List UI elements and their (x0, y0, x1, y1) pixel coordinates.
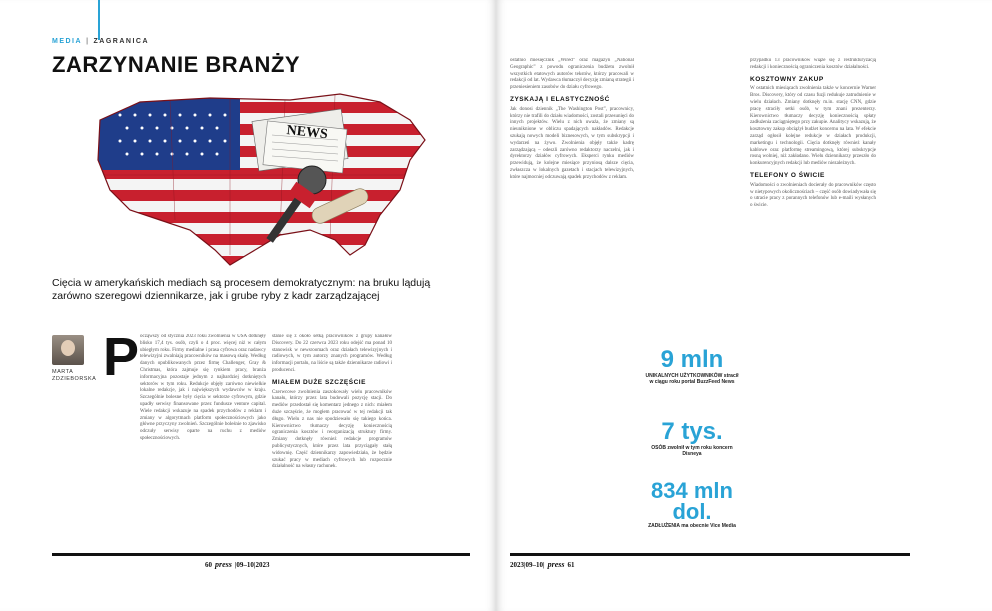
left-folio-page: 60 (205, 561, 212, 569)
right-folio-issue: 2023|09–10| (510, 561, 545, 569)
section-label (52, 38, 149, 45)
article-lead: Cięcia w amerykańskich mediach są procesem demokratycznym: na bruku lądują zarówno szeregowi dziennikarze, jak i grube ryby z kadr zarządzającej (52, 277, 431, 302)
left-col1-text: ocząwszy od stycznia 2023 roku zwolnienia w USA dotknęły blisko 17,4 tys. osób, czyli o 4 proc. więcej niż w całym ubiegłym roku. Firmy medialne i prasa cyfrowa oraz nadawcy telewizyjni zwalniają pracowników na masową skalę. Według danych opublikowanych przez firmę Challenger, Gray & Christmas, która zajmuje się rynkiem pracy, branża informacyjna pozostaje jednym z najbardziej dotkniętych sektorów w tym roku. Redukcje objęły zarówno niewielkie lokalne redakcje, jak i największych wydawców w kraju. Szczególnie bolesne były cięcia w sektorze cyfrowym, gdzie upadły serwisy finansowane przez fundusze venture capital. Wiele redakcji wskazuje na spadek przychodów z reklam i zmiany w algorytmach platform społecznościowych jako główne przyczyny zwolnień. Szczególnie boleśnie to zjawisko odczuły serwisy oparte na ruchu z mediów społecznościowych. (140, 334, 266, 441)
section-name: MEDIA (52, 38, 83, 45)
left-folio-bar (52, 553, 470, 556)
right-page (496, 0, 992, 611)
right-column-2 (750, 58, 876, 548)
stat-vice (644, 480, 740, 530)
right-col2-body: W ostatnich miesiącach zwolnienia także w koncernie Warner Bros. Discovery, który od czasu fuzji redukuje zatrudnienie w wielu działach. Zmiany dotknęły m.in. stację CNN, gdzie pracę straciły setki osób, w tym znani prezenterzy. Kierownictwo tłumaczy decyzję koniecznością spłaty zadłużenia zaciągniętego przy zakupie. Analitycy wskazują, że kosztowny zakup obciążył budżet koncernu na lata. W efekcie zarząd ogłosił kolejne redukcje w działach produkcji, marketingu i technologii. Cięcia dotknęły również kanały kablowe oraz platformę streamingową, której subskrypcje rosną wolniej, niż zakładano. Wielu dziennikarzy przeszło do konkurencyjnych redakcji lub mediów niezależnych. (750, 86, 876, 167)
left-col2-intro: stanie się z około setką pracowników z grupy kanałów Discovery. Do 22 czerwca 2023 roku odejść ma ponad 10 stanowisk w newsroomach oraz działach telewizyjnych i radiowych, w tym autorzy znanych programów. Według informacji portalu, na liście są także dziennikarze radiowi i producenci. (272, 334, 392, 373)
right-col2-body-2: Wiadomości o zwolnieniach docierały do pracowników często w nietypowych okolicznościach – część osób dowiadywała się o utracie pracy z porannych telefonów lub e-maili wysłanych o świcie. (750, 182, 876, 209)
right-folio (510, 560, 574, 569)
right-column-1 (510, 58, 634, 548)
stat-disney-number: 7 tys. (661, 418, 723, 445)
stat-buzzfeed (644, 348, 740, 386)
left-folio-brand: press (215, 560, 232, 569)
right-col1-intro: ostatnio miesięcznik „Wired” oraz magazyn „National Geographic” z powodu ograniczenia budżetu zwolnił wszystkich etatowych autorów tekstów, którzy pracowali w redakcji od lat. Wydawca tłumaczył decyzję zmianą strategii i przeniesieniem zasobów do działu cyfrowego. (510, 58, 634, 91)
stat-disney-label: OSÓB zwolnił w tym roku koncern Disneya (651, 445, 733, 457)
right-folio-bar (510, 553, 910, 556)
left-folio (205, 560, 269, 569)
drop-cap: P (103, 327, 140, 387)
right-col1-body: Jak donosi dziennik „The Washington Post”, pracownicy, którzy nie trafili do działu wiadomości, zostali przesunięci do innych projektów. Wielu z nich uważa, że zmiany są nieuniknione w obliczu spadających nakładów. Redakcje szukają nowych modeli biznesowych, w tym subskrypcji i wydarzeń na żywo. Zwolnienia objęły także kadrę zarządzającą – odeszli zarówno redaktorzy naczelni, jak i dyrektorzy działów cyfrowych. Eksperci rynku mediów przewidują, że kolejne miesiące przyniosą dalsze cięcia, zwłaszcza w lokalnych gazetach i stacjach telewizyjnych, które najmocniej odczuwają spadek przychodów z reklam. (510, 106, 634, 180)
left-column-1 (140, 334, 266, 550)
right-col1-subhead: ZYSKAJĄ I ELASTYCZNOŚĆ (510, 95, 610, 103)
right-col2-intro: przypadku 13 pracowników wiąże się z restrukturyzacją redakcji i koniecznością ograniczenia kosztów działalności. (750, 58, 876, 70)
right-folio-brand: press (547, 560, 565, 569)
flag-map-svg (80, 80, 440, 280)
right-col2-subhead: KOSZTOWNY ZAKUP (750, 75, 824, 83)
stat-disney (644, 420, 740, 458)
stat-buzzfeed-label: UNIKALNYCH UŻYTKOWNIKÓW stracił w ciągu roku portal BuzzFeed News (645, 373, 739, 385)
author-first-name: MARTA (52, 369, 74, 375)
stat-vice-label: ZADŁUŻENIA ma obecnie Vice Media (648, 523, 736, 529)
usa-flag-map-illustration (80, 80, 440, 280)
right-folio-page: 61 (567, 561, 575, 569)
right-col2-subhead-2: TELEFONY O ŚWICIE (750, 171, 825, 179)
left-col2-body: Czerwcowe zwolnienia zaszokowały wielu pracowników kanału, którzy przez lata budowali pozycję stacji. Do mediów przedostał się komentarz jednego z nich: miałem duże szczęście, że mogłem pracować w tej redakcji tak długo. Wielu z nas nie spodziewało się takiego końca. Kierownictwo tłumaczy decyzję koniecznością ograniczenia kosztów i reorganizacją struktury firmy. Zmiany dotknęły również redakcje programów publicystycznych, które przez lata przyciągały stałą widownię. Część dziennikarzy zapowiedziała, że będzie szukać pracy w mediach cyfrowych lub rozpocznie działalność na własny rachunek. (272, 389, 392, 470)
top-accent-line (98, 0, 100, 40)
left-col2-subhead: MIAŁEM DUŻE SZCZĘŚCIE (272, 378, 366, 386)
author-avatar (52, 335, 84, 365)
news-paper-label: NEWS (285, 123, 329, 143)
stat-vice-number: 834 mln dol. (651, 478, 733, 524)
left-column-2 (272, 334, 392, 550)
section-separator: | (86, 38, 90, 45)
author-box (52, 335, 97, 383)
article-headline: ZARZYNANIE BRANŻY (52, 52, 301, 77)
left-folio-issue: |09–10|2023 (234, 561, 270, 569)
author-last-name: ZDZIEBORSKA (52, 376, 97, 382)
stat-buzzfeed-number: 9 mln (660, 346, 724, 373)
section-category: ZAGRANICA (93, 38, 150, 45)
